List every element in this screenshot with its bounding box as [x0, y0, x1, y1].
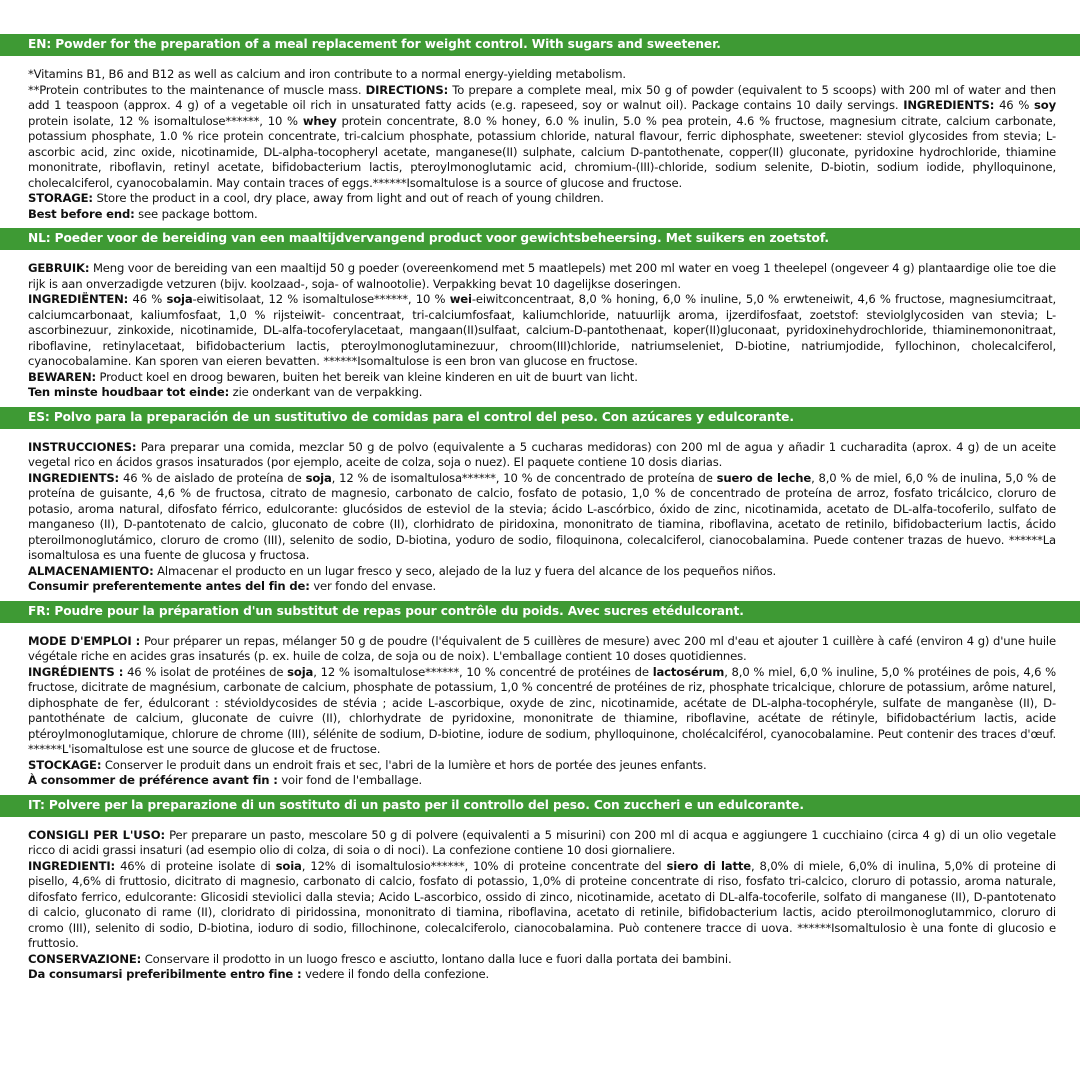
allergen-whey: lactosérum — [652, 664, 725, 679]
section-fr — [0, 601, 1080, 795]
best-before-text: ver fondo del envase. — [313, 579, 436, 593]
storage-line — [28, 952, 1056, 968]
storage-text: Conserver le produit dans un endroit frais et sec, l'abri de la lumière et hors de portée des jeunes enfants. — [104, 757, 707, 772]
best-before-line — [28, 207, 1056, 223]
section-fr-heading: FR: Poudre pour la préparation d'un substitut de repas pour contrôle du poids. Avec sucres etédulcorant. — [0, 601, 1080, 623]
best-before-text: see package bottom. — [138, 206, 258, 221]
best-before-label: À consommer de préférence avant fin : — [28, 773, 278, 787]
directions-text: To prepare a complete meal, mix 50 g of powder (equivalent to 5 scoops) with 200 ml of water and then add 1 teaspoon (approx. 4 g) of a vegetable oil rich in unsaturated fatty acids (e.g. rapeseed, soy or walnut oil). Package contains 10 daily servings. — [28, 82, 1056, 112]
ingredients-text: , 12 % de isomaltulosa******, 10 % de concentrado de proteína de — [331, 470, 717, 485]
section-en-body — [0, 56, 1080, 228]
usage-text: Meng voor de bereiding van een maaltijd 50 g poeder (overeenkomend met 5 maatlepels) met 200 ml water en voeg 1 theelepel (ongeveer 4 g) plantaardige olie toe die rijk is aan onverzadigde vetzuren (bijv. koolzaad-, soja- of walnootolie). Verpakking bevat 10 dagelijkse doseringen. — [28, 261, 1057, 291]
best-before-line — [28, 773, 1056, 789]
ingredients-paragraph — [28, 859, 1056, 952]
section-it — [0, 795, 1080, 989]
section-it-heading: IT: Polvere per la preparazione di un sostituto di un pasto per il controllo del peso. Con zuccheri e un edulcorante. — [0, 795, 1080, 817]
storage-label: STOCKAGE: — [28, 757, 102, 772]
best-before-line — [28, 967, 1056, 983]
ingredients-text: protein isolate, 12 % isomaltulose******, 10 % — [28, 113, 303, 128]
best-before-text: zie onderkant van de verpakking. — [232, 385, 423, 399]
storage-label: ALMACENAMIENTO: — [28, 563, 154, 578]
vitamins-note: *Vitamins B1, B6 and B12 as well as calcium and iron contribute to a normal energy-yielding metabolism. — [28, 67, 626, 81]
allergen-soy: soja — [287, 664, 314, 679]
ingredients-text: 46 % de aislado de proteína de — [122, 470, 306, 485]
ingredients-text: protein concentrate, 8.0 % honey, 6.0 % inulin, 5.0 % pea protein, 4.6 % fructose, magnesium citrate, calcium carbonate, potassium phosphate, 1.0 % rice protein concentrate, tri-calcium phosphate, potassium chloride, natural flavour, ferric diphosphate, sweetener: steviol glycosides from stevia; L-ascorbic acid, zinc oxide, nicotinamide, DL-alpha-tocopheryl acetate, manganese(II) sulphate, calcium D-pantothenate, copper(II) gluconate, pyridoxine hydrochloride, thiamine mononitrate, riboflavin, retinyl acetate, bifidobacterium lactis, pteroylmonoglutamic acid, chromium-(III)-chloride, sodium selenite, D-biotin, sodium iodide, phylloquinone, cholecalciferol, cyanocobalamin. May contain traces of eggs.******Isomaltulose is a source of glucose and fructose. — [28, 113, 1056, 190]
protein-note: **Protein contributes to the maintenance of muscle mass. — [28, 82, 362, 97]
storage-line — [28, 370, 1056, 386]
best-before-line — [28, 385, 1056, 401]
section-es — [0, 407, 1080, 601]
instructions-label: INSTRUCCIONES: — [28, 439, 137, 454]
ingredients-text: , 12% di isomaltulosio******, 10% di proteine concentrate del — [301, 858, 667, 873]
allergen-soy: soy — [1034, 98, 1056, 112]
usage-label: GEBRUIK: — [28, 261, 90, 275]
ingredients-text: 46 % — [132, 292, 167, 306]
section-nl — [0, 228, 1080, 407]
section-en — [0, 34, 1080, 228]
ingredients-label: INGREDIENTI: — [28, 858, 115, 873]
ingredients-text: , 8,0 % miel, 6,0 % inuline, 5,0 % protéines de pois, 4,6 % fructose, dicitrate de magnésium, carbonate de calcium, phosphate de potassium, 1,0 % concentré de protéines de riz, phosphate tricalcique, chlorure de potassium, arôme naturel, diphosphate de fer, édulcorant : stévioldycosides de stévia ; acide L-ascorbique, oxyde de zinc, nicotinamide, acétate de DL-alpha-tocophéryle, sulfate de manganèse (II), D-pantothénate de calcium, gluconate de cuivre (II), chlorhydrate de pyridoxine, mononitrate de thiamine, riboflavine, acétate de rétinyle, bifidobactérium lactis, acide ptéroylmonoglutamique, chlorure de chrome (III), sélénite de sodium, D-biotine, iodure de sodium, phylloquinone, cholécalciférol, cyanocobalamine. Peut contenir des traces d'œuf. ******L'isomaltulose est une source de glucose et de fructose. — [28, 664, 1057, 756]
section-es-heading: ES: Polvo para la preparación de un sustitutivo de comidas para el control del peso. Con azúcares y edulcorante. — [0, 407, 1080, 429]
ingredients-label: INGREDIENTS: — [903, 98, 995, 112]
usage-text: Pour préparer un repas, mélanger 50 g de poudre (l'équivalent de 5 cuillères de mesure) avec 200 ml d'eau et ajouter 1 cuillère à café (environ 4 g) d'une huile végétale riche en acides gras insaturés (p. ex. huile de colza, de soja ou de noix). L'emballage contient 10 doses quotidiennes. — [28, 633, 1056, 663]
section-nl-heading: NL: Poeder voor de bereiding van een maaltijdvervangend product voor gewichtsbeheersing. Met suikers en zoetstof. — [0, 228, 1080, 250]
section-nl-body — [0, 250, 1080, 407]
instructions-line — [28, 440, 1056, 471]
ingredients-label: INGREDIENTS: — [28, 470, 120, 485]
top-margin — [0, 0, 1080, 34]
storage-line — [28, 758, 1056, 774]
ingredients-text: 46% di proteine isolate di — [120, 858, 276, 873]
usage-text: Per preparare un pasto, mescolare 50 g di polvere (equivalenti a 5 misurini) con 200 ml di acqua e aggiungere 1 cucchiaino (circa 4 g) di un olio vegetale ricco di acidi grassi insaturi (ad esempio olio di colza, di soia o di noci). La confezione contiene 10 dosi giornaliere. — [28, 827, 1056, 857]
ingredients-paragraph — [28, 665, 1056, 758]
ingredients-paragraph — [28, 292, 1056, 370]
usage-line — [28, 828, 1056, 859]
ingredients-text: , 8,0% di miele, 6,0% di inulina, 5,0% di proteine di pisello, 4,6% di fruttosio, dicitrato di magnesio, carbonato di calcio, fosfato di potassio, 1,0% di proteine concentrate di riso, fosfato tri-calcico, cloruro di potassio, aroma naturale, difosfato ferrico, edulcorante: Glicosidi steviolici dalla stevia; Acido L-ascorbico, ossido di zinco, nicotinamide, acetato di DL-alfa-tocoferile, solfato di manganese (II), D-pantotenato di calcio, gluconato di rame (II), cloridrato di piridossina, mononitrato di tiamina, riboflavina, acetato di retinile, bifidobacterium lactis, acido pteroilmonoglutammico, cloruro di cromo (III), selenito di sodio, D-biotina, ioduro di sodio, fillochinone, colecalciferolo, cianocobalamina. Può contenere tracce di uova. ******Isomaltulosio è una fonte di glucosio e fruttosio. — [28, 858, 1056, 950]
allergen-soy: soja — [305, 470, 332, 485]
allergen-whey: suero de leche — [716, 470, 812, 485]
ingredients-label: INGREDIËNTEN: — [28, 292, 129, 306]
usage-label: MODE D'EMPLOI : — [28, 633, 141, 648]
best-before-label: Da consumarsi preferibilmente entro fine : — [28, 967, 302, 981]
usage-label: CONSIGLI PER L'USO: — [28, 827, 165, 842]
ingredients-text: , 12 % isomaltulose******, 10 % concentré de protéines de — [313, 664, 653, 679]
storage-text: Product koel en droog bewaren, buiten het bereik van kleine kinderen en uit de buurt van licht. — [99, 369, 638, 384]
allergen-whey: siero di latte — [666, 858, 751, 873]
ingredients-label: INGRÉDIENTS : — [28, 664, 124, 679]
storage-line — [28, 191, 1056, 207]
storage-line — [28, 564, 1056, 580]
directions-paragraph — [28, 83, 1056, 192]
best-before-label: Best before end: — [28, 206, 135, 221]
usage-line — [28, 261, 1056, 292]
ingredients-text: -eiwitisolaat, 12 % isomaltulose******, 10 % — [192, 292, 450, 306]
storage-label: STORAGE: — [28, 191, 93, 205]
section-es-body — [0, 429, 1080, 601]
ingredients-text: -eiwitconcentraat, 8,0 % honing, 6,0 % inuline, 5,0 % erwteneiwit, 4,6 % fructose, magnesiumcitraat, calciumcarbonaat, kaliumfosfaat, 1,0 % rijsteiwit- concentraat, tri-calciumfosfaat, kaliumchloride, natuurlijk aroma, ijzerdifosfaat, zoetstof: steviolglycosiden van stevia; L-ascorbinezuur, zinkoxide, nicotinamide, DL-alfa-tocoferylacetaat, mangaan(II)sulfaat, calcium-D-pantothenaat, koper(II)gluconaat, pyridoxinehydrochloride, thiaminemononitraat, riboflavine, retinylacetaat, bifidobacterium lactis, pteroylmonoglutaminezuur, chroom(III)chloride, natriumseleniet, D-biotine, natriumjodide, fyllochinon, cholecalciferol, cyanocobalamine. Kan sporen van eieren bevatten. ******Isomaltulose is een bron van glucose en fructose. — [28, 292, 1057, 368]
storage-label: CONSERVAZIONE: — [28, 951, 142, 966]
storage-text: Almacenar el producto en un lugar fresco y seco, alejado de la luz y fuera del alcance de los pequeños niños. — [157, 563, 777, 578]
storage-label: BEWAREN: — [28, 369, 96, 384]
best-before-label: Ten minste houdbaar tot einde: — [28, 385, 230, 399]
allergen-whey: wei — [449, 292, 472, 306]
best-before-text: voir fond de l'emballage. — [281, 773, 422, 787]
allergen-soy: soia — [275, 858, 302, 873]
instructions-text: Para preparar una comida, mezclar 50 g de polvo (equivalente a 5 cucharas medidoras) con 200 ml de agua y añadir 1 cucharadita (aprox. 4 g) de un aceite vegetal rico en ácidos grasos insaturados (por ejemplo, aceite de colza, soja o nuez). El paquete contiene 10 dosis diarias. — [28, 439, 1056, 469]
allergen-soy: soja — [166, 292, 193, 306]
best-before-label: Consumir preferentemente antes del fin de: — [28, 579, 310, 593]
section-en-heading: EN: Powder for the preparation of a meal replacement for weight control. With sugars and sweetener. — [0, 34, 1080, 56]
ingredients-paragraph — [28, 471, 1056, 564]
section-fr-body — [0, 623, 1080, 795]
best-before-text: vedere il fondo della confezione. — [305, 967, 490, 981]
directions-label: DIRECTIONS: — [365, 82, 449, 97]
best-before-line — [28, 579, 1056, 595]
section-it-body — [0, 817, 1080, 989]
ingredients-text: 46 % — [999, 98, 1035, 112]
ingredients-text: , 8,0 % de miel, 6,0 % de inulina, 5,0 % de proteína de guisante, 4,6 % de fructosa, citrato de magnesio, carbonato de calcio, fosfato de potasio, 1,0 % de concentrado de proteína de arroz, fosfato tricálcico, cloruro de potasio, aroma natural, difosfato férrico, edulcorante: glucósidos de esteviol de la stevia; ácido L-ascórbico, óxido de zinc, nicotinamida, acetato de DL-alfa-tocoferilo, sulfato de manganeso (II), D-pantotenato de calcio, gluconato de cobre (II), clorhidrato de piridoxina, mononitrato de tiamina, riboflavina, acetato de retinilo, bifidobacterium lactis, ácido pteroilmonoglutámico, cloruro de cromo (III), selenito de sodio, D-biotina, yoduro de sodio, filoquinona, colecalciferol, cianocobalamina. Puede contener trazas de huevo. ******La isomaltulosa es una fuente de glucosa y fructosa. — [28, 470, 1056, 562]
allergen-whey: whey — [302, 113, 337, 128]
usage-line — [28, 634, 1056, 665]
ingredients-text: 46 % isolat de protéines de — [127, 664, 288, 679]
storage-text: Conservare il prodotto in un luogo fresco e asciutto, lontano dalla luce e fuori dalla portata dei bambini. — [144, 951, 732, 966]
storage-text: Store the product in a cool, dry place, away from light and out of reach of young children. — [96, 191, 604, 205]
